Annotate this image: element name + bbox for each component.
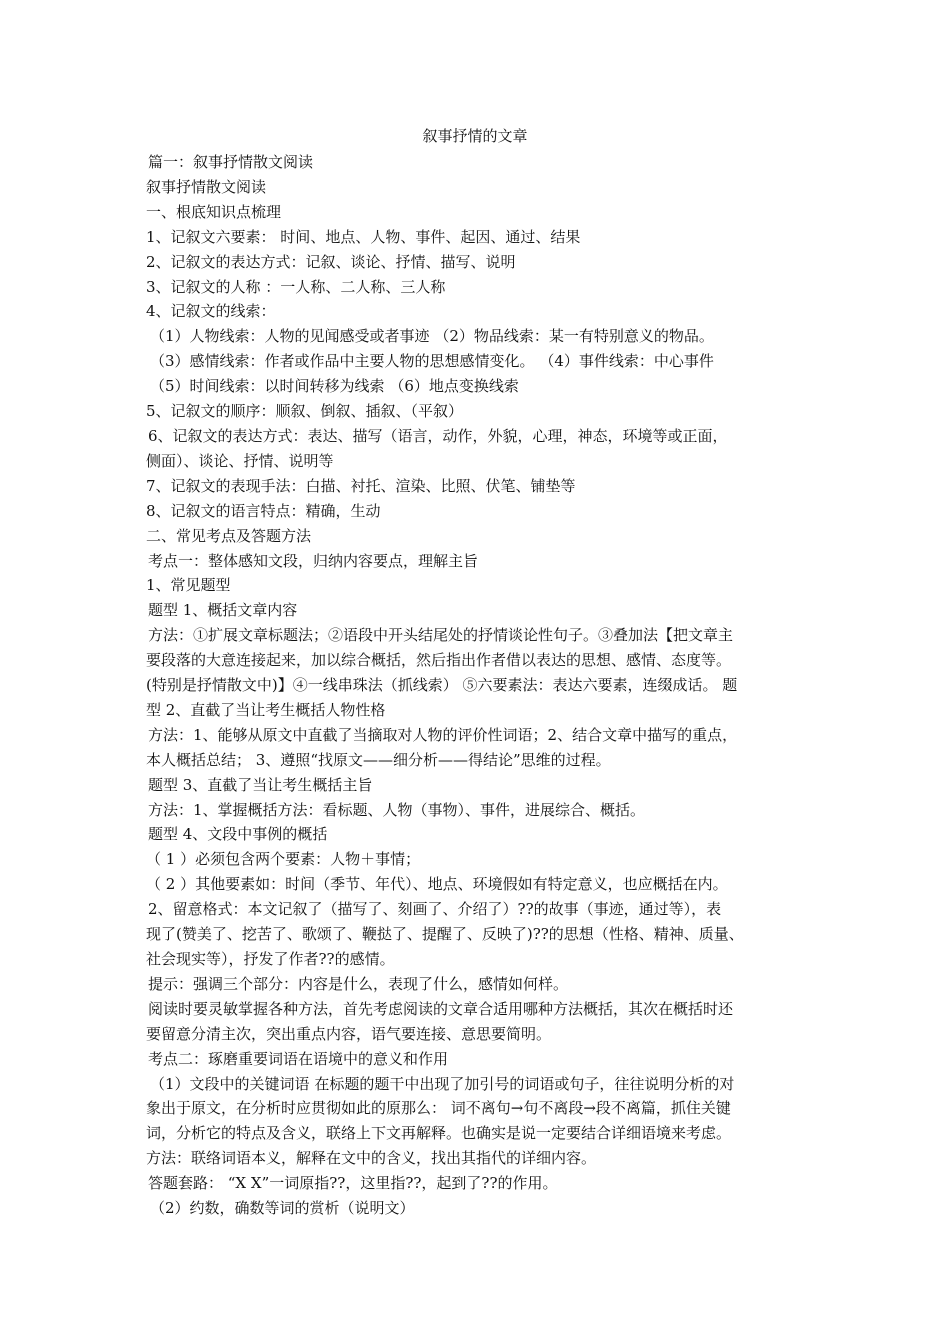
paragraph-line: 8、记叙文的语言特点：精确，生动: [146, 501, 381, 520]
paragraph-line: （3）感情线索：作者或作品中主要人物的思想感情变化。 （4）事件线索：中心事件: [150, 352, 714, 371]
paragraph-line: 方法：联络词语本义，解释在文中的含义，找出其指代的详细内容。: [146, 1149, 597, 1168]
paragraph-line: 考点一：整体感知文段，归纳内容要点，理解主旨: [148, 551, 479, 570]
paragraph-line: 2、留意格式：本文记叙了（描写了、刻画了、介绍了）??的故事（事迹，通过等），表: [148, 900, 722, 919]
paragraph-line: 7、记叙文的表现手法：白描、衬托、渲染、比照、伏笔、铺垫等: [146, 476, 576, 495]
paragraph-line: 1、常见题型: [146, 576, 231, 595]
paragraph-line: 答题套路： “X X”一词原指??，这里指??，起到了??的作用。: [148, 1174, 558, 1193]
paragraph-line: （2）约数，确数等词的赏析（说明文）: [150, 1199, 415, 1218]
paragraph-line: （1）人物线索：人物的见闻感受或者事迹 （2）物品线索：某一有特别意义的物品。: [150, 327, 714, 346]
paragraph-line: (特别是抒情散文中)】④一线串珠法（抓线索） ⑤六要素法：表达六要素，连缀成话。 题: [146, 676, 738, 695]
paragraph-line: （5）时间线索：以时间转移为线索 （6）地点变换线索: [150, 377, 519, 396]
paragraph-line: 方法：1、掌握概括方法：看标题、人物（事物）、事件，进展综合、概括。: [148, 800, 646, 819]
paragraph-line: 考点二：琢磨重要词语在语境中的意义和作用: [148, 1049, 449, 1068]
paragraph-line: 叙事抒情散文阅读: [146, 177, 267, 196]
paragraph-line: 本人概括总结； 3、遵照“找原文——细分析——得结论”思维的过程。: [146, 750, 611, 769]
paragraph-line: 2、记叙文的表达方式：记叙、谈论、抒情、描写、说明: [146, 252, 516, 271]
paragraph-line: （ 2 ）其他要素如：时间（季节、年代）、地点、环境假如有特定意义，也应概括在内。: [146, 875, 728, 894]
paragraph-line: 型 2、直截了当让考生概括人物性格: [146, 700, 386, 719]
paragraph-line: （ 1 ）必须包含两个要素：人物＋事情；: [146, 850, 421, 869]
paragraph-line: 要留意分清主次，突出重点内容，语气要连接、意思要简明。: [146, 1024, 552, 1043]
paragraph-line: 要段落的大意连接起来，加以综合概括，然后指出作者借以表达的思想、感情、态度等。: [146, 651, 732, 670]
paragraph-line: 题型 1、概括文章内容: [148, 601, 298, 620]
paragraph-line: 方法：①扩展文章标题法；②语段中开头结尾处的抒情谈论性句子。③叠加法【把文章主: [148, 626, 734, 645]
paragraph-line: 阅读时要灵敏掌握各种方法，首先考虑阅读的文章合适用哪种方法概括，其次在概括时还: [148, 999, 734, 1018]
paragraph-line: 1、记叙文六要素： 时间、地点、人物、事件、起因、通过、结果: [146, 227, 581, 246]
paragraph-line: 3、记叙文的人称 ：一人称、二人称、三人称: [146, 277, 446, 296]
paragraph-line: 篇一：叙事抒情散文阅读: [148, 153, 314, 171]
paragraph-line: 一、根底知识点梳理: [146, 202, 282, 221]
paragraph-line: 6、记叙文的表达方式：表达、描写（语言，动作，外貌，心理，神态，环境等或正面，: [148, 426, 728, 445]
document-title: 叙事抒情的文章: [422, 127, 528, 145]
paragraph-line: （1）文段中的关键词语 在标题的题干中出现了加引号的词语或句子，往往说明分析的对: [150, 1074, 735, 1093]
paragraph-line: 社会现实等），抒发了作者??的感情。: [146, 950, 395, 968]
paragraph-line: 方法：1、能够从原文中直截了当摘取对人物的评价性词语；2、结合文章中描写的重点，: [148, 725, 738, 744]
paragraph-line: 现了(赞美了、挖苦了、歌颂了、鞭挞了、提醒了、反映了)??的思想（性格、精神、质量、: [146, 925, 744, 944]
paragraph-line: 象出于原文，在分析时应贯彻如此的原那么： 词不离句→句不离段→段不离篇，抓住关键: [146, 1099, 731, 1118]
paragraph-line: 题型 3、直截了当让考生概括主旨: [148, 775, 373, 794]
paragraph-line: 词，分析它的特点及含义，联络上下文再解释。也确实是说一定要结合详细语境来考虑。: [146, 1124, 732, 1143]
paragraph-line: 5、记叙文的顺序：顺叙、倒叙、插叙、（平叙）: [146, 402, 464, 421]
paragraph-line: 题型 4、文段中事例的概括: [148, 825, 328, 844]
paragraph-line: 二、常见考点及答题方法: [146, 526, 312, 545]
document-body: [146, 150, 808, 1221]
paragraph-line: 4、记叙文的线索：: [146, 302, 276, 321]
paragraph-line: 侧面）、谈论、抒情、说明等: [146, 451, 334, 470]
paragraph-line: 提示：强调三个部分：内容是什么，表现了什么，感情如何样。: [148, 974, 569, 993]
